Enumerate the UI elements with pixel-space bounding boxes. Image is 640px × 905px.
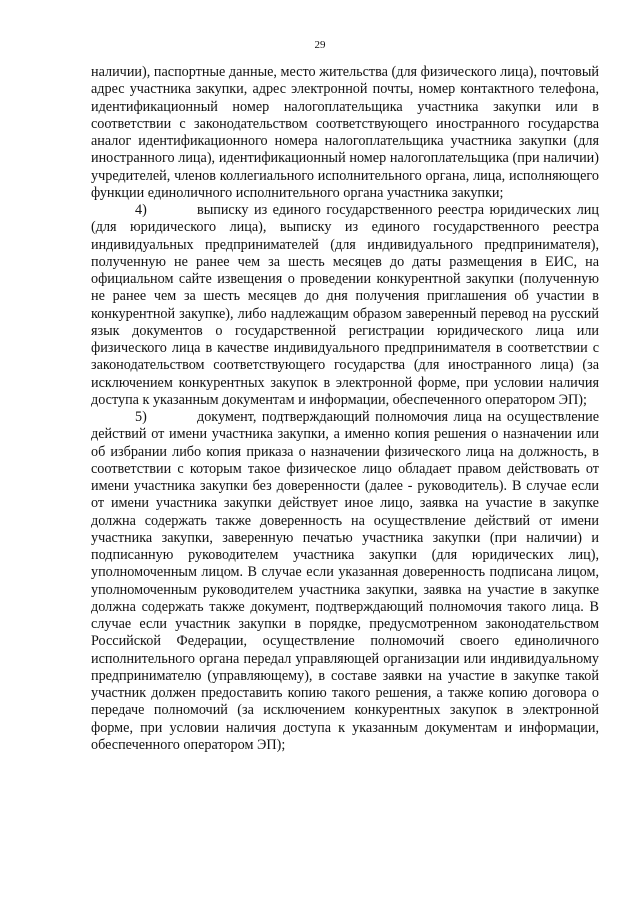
list-item-number: 4) — [135, 202, 147, 218]
list-item-number: 5) — [135, 409, 147, 425]
list-item-4 — [91, 202, 599, 409]
paragraph-text: наличии), паспортные данные, место жительства (для физического лица), почтовый адрес участника закупки, адрес электронной почты, номер контактного телефона, идентификационный номер налогоплательщика участника закупки или в соответствии с законодательством соответствующего иностранного государства аналог идентификационного номера налогоплательщика участника закупки (для иностранного лица), идентификационный номер налогоплательщика (при наличии) учредителей, членов коллегиального исполнительного органа, лица, исполняющего функции единоличного исполнительного органа участника закупки; — [91, 64, 599, 201]
list-item-text: выписку из единого государственного реестра юридических лиц (для юридического лица), выписку из единого государственного реестра индивидуальных предпринимателей (для индивидуального предпринимателя), полученную не ранее чем за шесть месяцев до даты размещения в ЕИС, на официальном сайте извещения о проведении конкурентной закупки (полученную не ранее чем за шесть месяцев до дня получения приглашения об участии в конкурентной закупке), либо надлежащим образом заверенный перевод на русский язык документов о государственной регистрации юридического лица или физического лица в качестве индивидуального предпринимателя в соответствии с законодательством соответствующего государства (для иностранного лица) (за исключением конкурентных закупок в электронной форме, при условии наличия доступа к указанным документам и информации, обеспеченного оператором ЭП); — [91, 202, 599, 408]
list-item-text: документ, подтверждающий полномочия лица на осуществление действий от имени участника закупки, а именно копия решения о назначении или об избрании либо копия приказа о назначении физического лица на должность, в соответствии с которым такое физическое лицо обладает правом действовать от имени участника закупки без доверенности (далее - руководитель). В случае если от имени участника закупки действует иное лицо, заявка на участие в закупке должна содержать также доверенность на осуществление действий от имени участника закупки, заверенную печатью участника закупки (при наличии) и подписанную руководителем участника закупки (для юридических лиц), уполномоченным лицом. В случае если указанная доверенность подписана лицом, уполномоченным руководителем участника закупки, заявка на участие в закупке должна содержать также документ, подтверждающий полномочия такого лица. В случае если участник закупки в порядке, предусмотренном законодательством Российской Федерации, осуществление полномочий своего единоличного исполнительного органа передал управляющей организации или индивидуальному предпринимателю (управляющему), в составе заявки на участие в закупке такой участник должен предоставить копию такого решения, а также копию договора о передаче полномочий (за исключением конкурентных закупок в электронной форме, при условии наличия доступа к указанным документам и информации, обеспеченного оператором ЭП); — [91, 409, 599, 753]
page-number: 29 — [314, 39, 326, 51]
paragraph-continuation — [91, 64, 599, 202]
list-item-5 — [91, 409, 599, 754]
body-text — [91, 64, 599, 754]
